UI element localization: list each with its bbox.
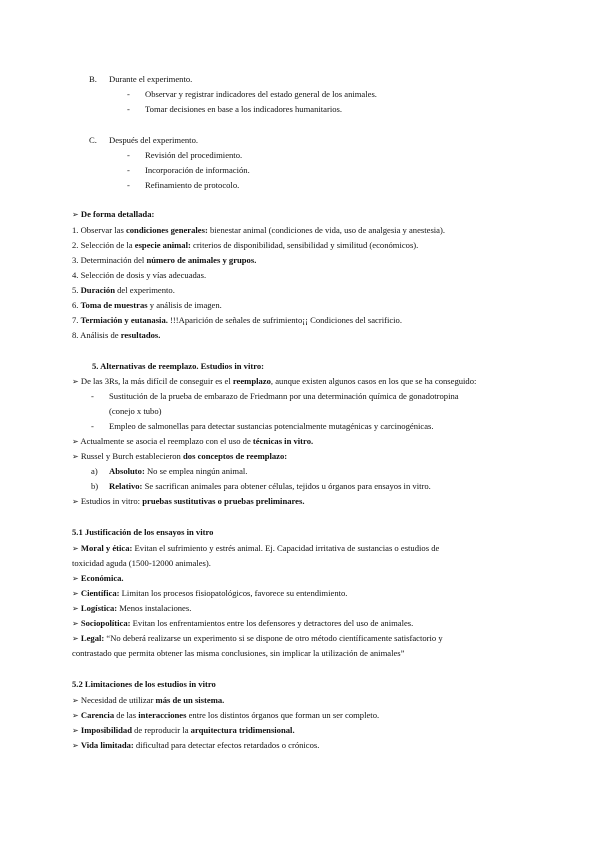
arrow-bullet-icon: ➢	[72, 619, 79, 628]
list-item: Revisión del procedimiento.	[145, 150, 243, 160]
arrow-bullet-icon: ➢	[72, 604, 79, 613]
alternativas-heading: 5. Alternativas de reemplazo. Estudios in vitro:	[92, 361, 265, 371]
logistica-line: ➢ Logística: Menos instalaciones.	[72, 603, 192, 613]
socio-line: ➢ Sociopolítica: Evitan los enfrentamientos entre los defensores y detractores del uso de animales.	[72, 618, 414, 628]
arrow-bullet-icon: ➢	[72, 437, 79, 446]
alternativas-intro: ➢ De las 3Rs, la más difícil de conseguir es el reemplazo, aunque existen algunos casos en los que se ha conseguido:	[72, 376, 477, 386]
concepto-label: a)	[91, 466, 98, 476]
arrow-bullet-icon: ➢	[72, 726, 79, 735]
limitacion-line: ➢ Imposibilidad de reproducir la arquitectura tridimensional.	[72, 725, 295, 735]
dash-bullet: -	[127, 165, 130, 175]
concepto-item: Relativo: Se sacrifican animales para obtener células, tejidos u órganos para ensayos in vitro.	[109, 481, 431, 491]
concepto-label: b)	[91, 481, 99, 491]
list-item: Empleo de salmonellas para detectar sustancias potencialmente mutagénicas y carcinogénicas.	[109, 421, 434, 431]
section-c-label: C.	[89, 135, 97, 145]
numbered-step: 2. Selección de la especie animal: criterios de disponibilidad, sensibilidad y similitud (económicos).	[72, 240, 419, 250]
cientifica-line: ➢ Científica: Limitan los procesos fisiopatológicos, favorece su entendimiento.	[72, 588, 348, 598]
detallada-heading: De forma detallada:	[80, 209, 155, 219]
numbered-step: 4. Selección de dosis y vías adecuadas.	[72, 270, 207, 280]
numbered-step: 3. Determinación del número de animales y grupos.	[72, 255, 257, 265]
dash-bullet: -	[127, 180, 130, 190]
legal-line: ➢ Legal: “No deberá realizarse un experimento si se dispone de otro método científicamente satisfactorio y	[72, 633, 443, 643]
arrow-bullet-icon: ➢	[72, 544, 79, 553]
numbered-step: 6. Toma de muestras y análisis de imagen.	[72, 300, 222, 310]
section-c-title: Después del experimento.	[109, 135, 199, 145]
arrow-bullet-icon: ➢	[72, 696, 79, 705]
russel-line: ➢ Russel y Burch establecieron dos conceptos de reemplazo:	[72, 451, 288, 461]
arrow-bullet-icon: ➢	[72, 634, 79, 643]
dash-bullet: -	[91, 421, 94, 431]
dash-bullet: -	[127, 89, 130, 99]
arrow-bullet-icon: ➢	[72, 711, 79, 720]
concepto-item: Absoluto: No se emplea ningún animal.	[109, 466, 248, 476]
list-item: Sustitución de la prueba de embarazo de Friedmann por una determinación química de gonadotropina	[109, 391, 459, 401]
arrow-bullet-icon: ➢	[72, 589, 79, 598]
arrow-bullet-icon: ➢	[72, 452, 79, 461]
section-b-label: B.	[89, 74, 97, 84]
arrow-bullet-icon: ➢	[72, 377, 79, 386]
list-item: Incorporación de información.	[145, 165, 250, 175]
numbered-step: 5. Duración del experimento.	[72, 285, 175, 295]
numbered-step: 8. Análisis de resultados.	[72, 330, 161, 340]
numbered-step: 7. Termiación y eutanasia. !!!Aparición de señales de sufrimiento¡¡ Condiciones del sacrificio.	[72, 315, 402, 325]
justificacion-heading: 5.1 Justificación de los ensayos in vitro	[72, 527, 214, 537]
list-item-cont: (conejo x tubo)	[109, 406, 162, 416]
arrow-bullet-icon: ➢	[72, 497, 79, 506]
list-item: Tomar decisiones en base a los indicadores humanitarios.	[145, 104, 342, 114]
arrow-bullet-icon: ➢	[72, 210, 79, 219]
estudios-line: ➢ Estudios in vitro: pruebas sustitutivas o pruebas preliminares.	[72, 496, 305, 506]
economica-line: ➢ Económica.	[72, 573, 124, 583]
dash-bullet: -	[91, 391, 94, 401]
arrow-bullet-icon: ➢	[72, 741, 79, 750]
dash-bullet: -	[127, 104, 130, 114]
section-b-title: Durante el experimento.	[109, 74, 193, 84]
moral-line: ➢ Moral y ética: Evitan el sufrimiento y estrés animal. Ej. Capacidad irritativa de sustancias o estudios de	[72, 543, 440, 553]
dash-bullet: -	[127, 150, 130, 160]
list-item: Observar y registrar indicadores del estado general de los animales.	[145, 89, 377, 99]
actual-line: ➢ Actualmente se asocia el reemplazo con el uso de técnicas in vitro.	[72, 436, 314, 446]
legal-line-cont: contrastado que permita obtener las misma conclusiones, sin implicar la utilización de animales”	[72, 648, 405, 658]
arrow-bullet-icon: ➢	[72, 574, 79, 583]
numbered-step: 1. Observar las condiciones generales: bienestar animal (condiciones de vida, uso de analgesia y anestesia).	[72, 225, 446, 235]
limitaciones-heading: 5.2 Limitaciones de los estudios in vitro	[72, 679, 216, 689]
detallada-heading-line	[72, 210, 154, 219]
limitacion-line: ➢ Vida limitada: dificultad para detectar efectos retardados o crónicos.	[72, 740, 320, 750]
limitacion-line: ➢ Necesidad de utilizar más de un sistema.	[72, 695, 225, 705]
moral-line-cont: toxicidad aguda (1500-12000 animales).	[72, 558, 211, 568]
list-item: Refinamiento de protocolo.	[145, 180, 240, 190]
limitacion-line: ➢ Carencia de las interacciones entre los distintos órganos que forman un ser completo.	[72, 710, 380, 720]
